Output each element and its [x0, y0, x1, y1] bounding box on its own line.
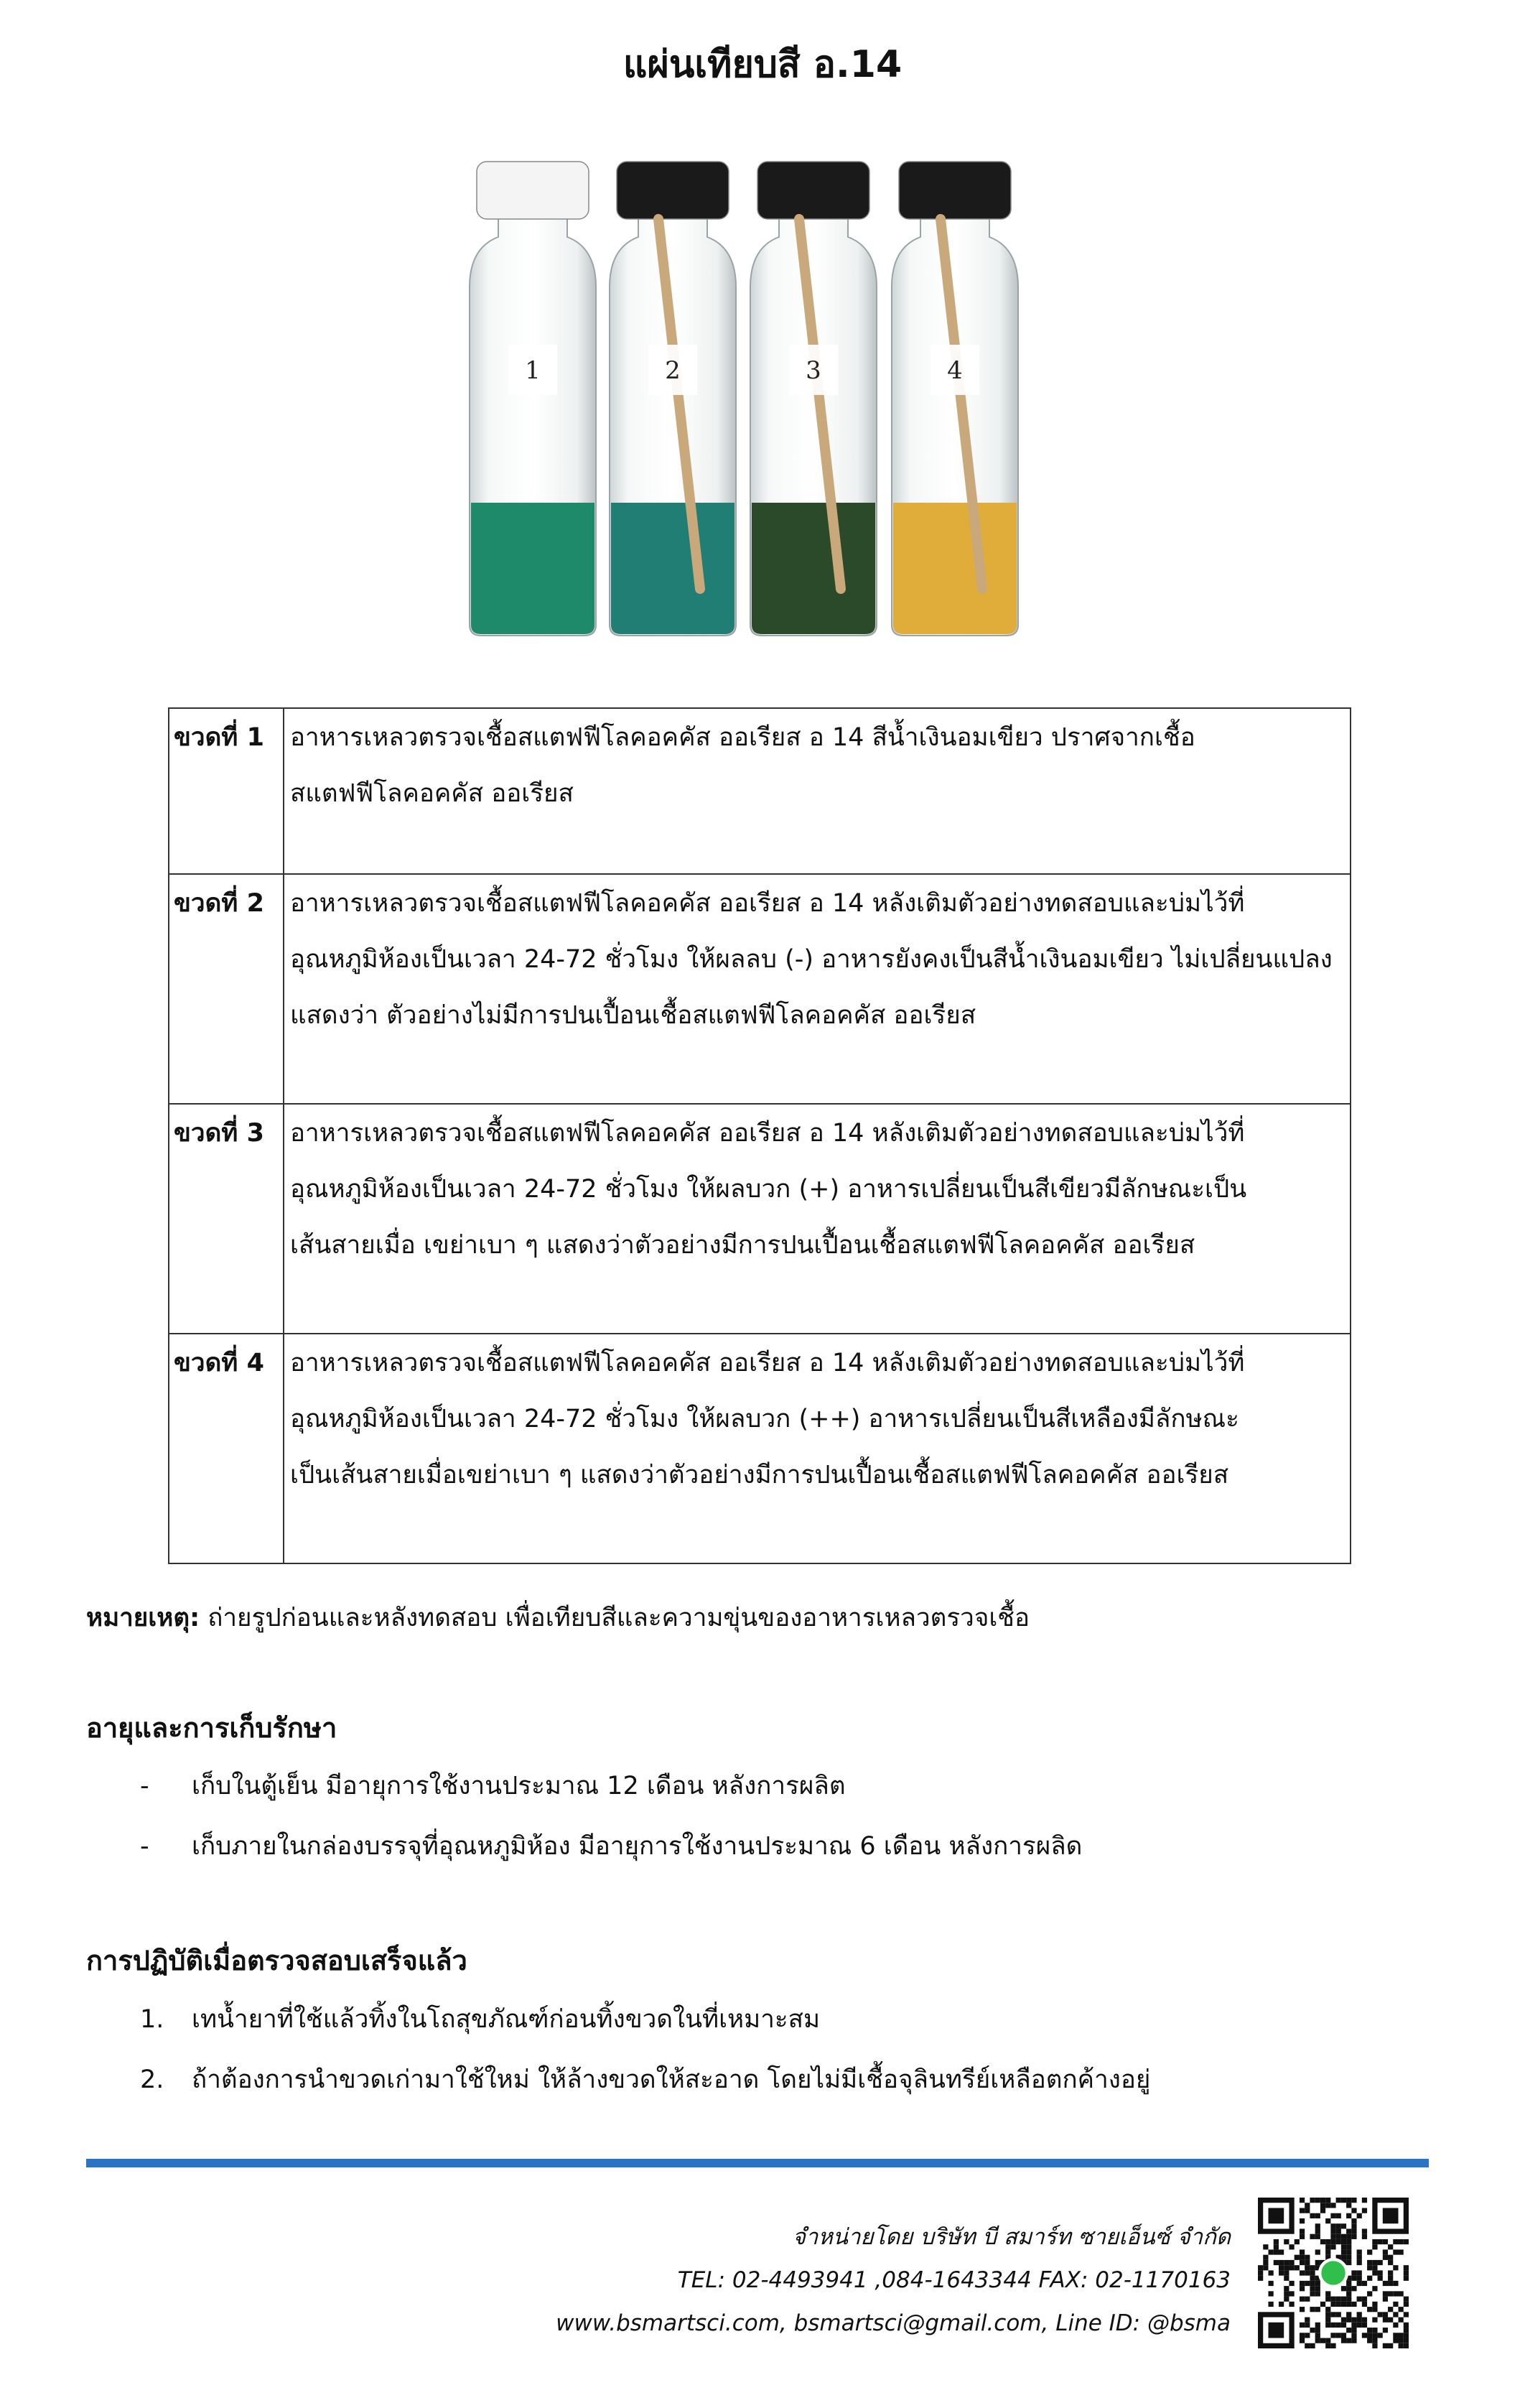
bottles-photo [0, 0, 1525, 668]
row-text-line: อุณหภูมิห้องเป็นเวลา 24-72 ชั่วโมง ให้ผลบวก (++) อาหารเปลี่ยนเป็นสีเหลืองมีลักษณะ [290, 1405, 1239, 1433]
list-text: ถ้าต้องการนำขวดเก่ามาใช้ใหม่ ให้ล้างขวดให้สะอาด โดยไม่มีเชื้อจุลินทรีย์เหลือตกค้างอยู่ [192, 2065, 1151, 2094]
bottle-cap [899, 162, 1011, 219]
bottle-cap [617, 162, 729, 219]
list-item [140, 1756, 1082, 1816]
bottle-1 [470, 162, 596, 636]
disposal-list [140, 1989, 1150, 2110]
bottle-cap [757, 162, 869, 219]
bottle-liquid [471, 503, 594, 634]
row-text-line: เส้นสายเมื่อ เขย่าเบา ๆ แสดงว่าตัวอย่างมีการปนเปื้อนเชื้อสแตฟฟีโลคอคคัส ออเรียส [290, 1231, 1195, 1260]
bottle-cap [477, 162, 589, 219]
bottle-number: 2 [665, 356, 681, 385]
distributor-text: จำหน่ายโดย บริษัท บี สมาร์ท ซายเอ็นซ์ จำกัด [792, 2224, 1231, 2250]
bottle-number: 4 [947, 356, 963, 385]
table-row [169, 708, 1351, 874]
row-text-line: อาหารเหลวตรวจเชื้อสแตฟฟีโลคอคคัส ออเรียส อ 14 หลังเติมตัวอย่างทดสอบและบ่มไว้ที่ [290, 1119, 1245, 1148]
row-text-line: อาหารเหลวตรวจเชื้อสแตฟฟีโลคอคคัส ออเรียส อ 14 หลังเติมตัวอย่างทดสอบและบ่มไว้ที่ [290, 1349, 1245, 1377]
row-label: ขวดที่ 3 [174, 1119, 264, 1148]
row-label: ขวดที่ 4 [174, 1349, 264, 1377]
row-label: ขวดที่ 2 [174, 889, 264, 918]
row-text-line: อุณหภูมิห้องเป็นเวลา 24-72 ชั่วโมง ให้ผลลบ (-) อาหารยังคงเป็นสีน้ำเงินอมเขียว ไม่เปลี่ยนแปลง [290, 945, 1333, 974]
bottle-number: 3 [806, 356, 821, 385]
note [86, 1598, 1030, 1638]
row-text-line: สแตฟฟีโลคอคคัส ออเรียส [290, 779, 574, 808]
row-text-line: อุณหภูมิห้องเป็นเวลา 24-72 ชั่วโมง ให้ผลบวก (+) อาหารเปลี่ยนเป็นสีเขียวมีลักษณะเป็น [290, 1175, 1247, 1204]
web-contact-text[interactable]: www.bsmartsci.com, bsmartsci@gmail.com, Line ID: @bsma [556, 2310, 1231, 2336]
list-marker: - [140, 1832, 149, 1861]
table-row [169, 874, 1351, 1104]
list-item [140, 1989, 1150, 2050]
list-item [140, 2050, 1150, 2110]
list-marker: 2. [140, 2065, 164, 2094]
bottle-liquid [752, 503, 875, 634]
storage-list [140, 1756, 1082, 1877]
disposal-title: การปฏิบัติเมื่อตรวจสอบเสร็จแล้ว [86, 1945, 467, 1976]
row-text-line: แสดงว่า ตัวอย่างไม่มีการปนเปื้อนเชื้อสแตฟฟีโลคอคคัส ออเรียส [290, 1001, 976, 1030]
bottle-liquid [893, 503, 1017, 634]
row-text-line: อาหารเหลวตรวจเชื้อสแตฟฟีโลคอคคัส ออเรียส อ 14 สีน้ำเงินอมเขียว ปราศจากเชื้อ [290, 723, 1195, 752]
bottle-liquid [611, 503, 734, 634]
page-title: แผ่นเทียบสี อ.14 [622, 43, 903, 86]
table-row [169, 1104, 1351, 1334]
bottle-4 [892, 162, 1018, 636]
list-text: เทน้ำยาที่ใช้แล้วทิ้งในโถสุขภัณฑ์ก่อนทิ้งขวดในที่เหมาะสม [192, 2005, 821, 2034]
list-marker: 1. [140, 2005, 164, 2034]
list-text: เก็บภายในกล่องบรรจุที่อุณหภูมิห้อง มีอายุการใช้งานประมาณ 6 เดือน หลังการผลิด [192, 1832, 1083, 1861]
row-label: ขวดที่ 1 [174, 723, 264, 752]
result-table [168, 707, 1351, 1564]
list-marker: - [140, 1772, 149, 1800]
list-text: เก็บในตู้เย็น มีอายุการใช้งานประมาณ 12 เดือน หลังการผลิต [192, 1772, 846, 1800]
qr-code-icon [1258, 2198, 1409, 2348]
note-text: ถ่ายรูปก่อนและหลังทดสอบ เพื่อเทียบสีและความขุ่นของอาหารเหลวตรวจเชื้อ [200, 1604, 1030, 1632]
row-text-line: เป็นเส้นสายเมื่อเขย่าเบา ๆ แสดงว่าตัวอย่างมีการปนเปื้อนเชื้อสแตฟฟีโลคอคคัส ออเรียส [290, 1461, 1229, 1489]
footer-divider [86, 2159, 1429, 2167]
table-row [169, 1334, 1351, 1563]
bottle-2 [610, 162, 736, 636]
contact-text: TEL: 02-4493941 ,084-1643344 FAX: 02-1170163 [677, 2267, 1231, 2293]
storage-title: อายุและการเก็บรักษา [86, 1712, 337, 1744]
row-text-line: อาหารเหลวตรวจเชื้อสแตฟฟีโลคอคคัส ออเรียส อ 14 หลังเติมตัวอย่างทดสอบและบ่มไว้ที่ [290, 889, 1245, 918]
bottle-number: 1 [525, 356, 541, 385]
bottle-3 [750, 162, 877, 636]
note-label: หมายเหตุ: [86, 1604, 200, 1632]
list-item [140, 1816, 1082, 1877]
